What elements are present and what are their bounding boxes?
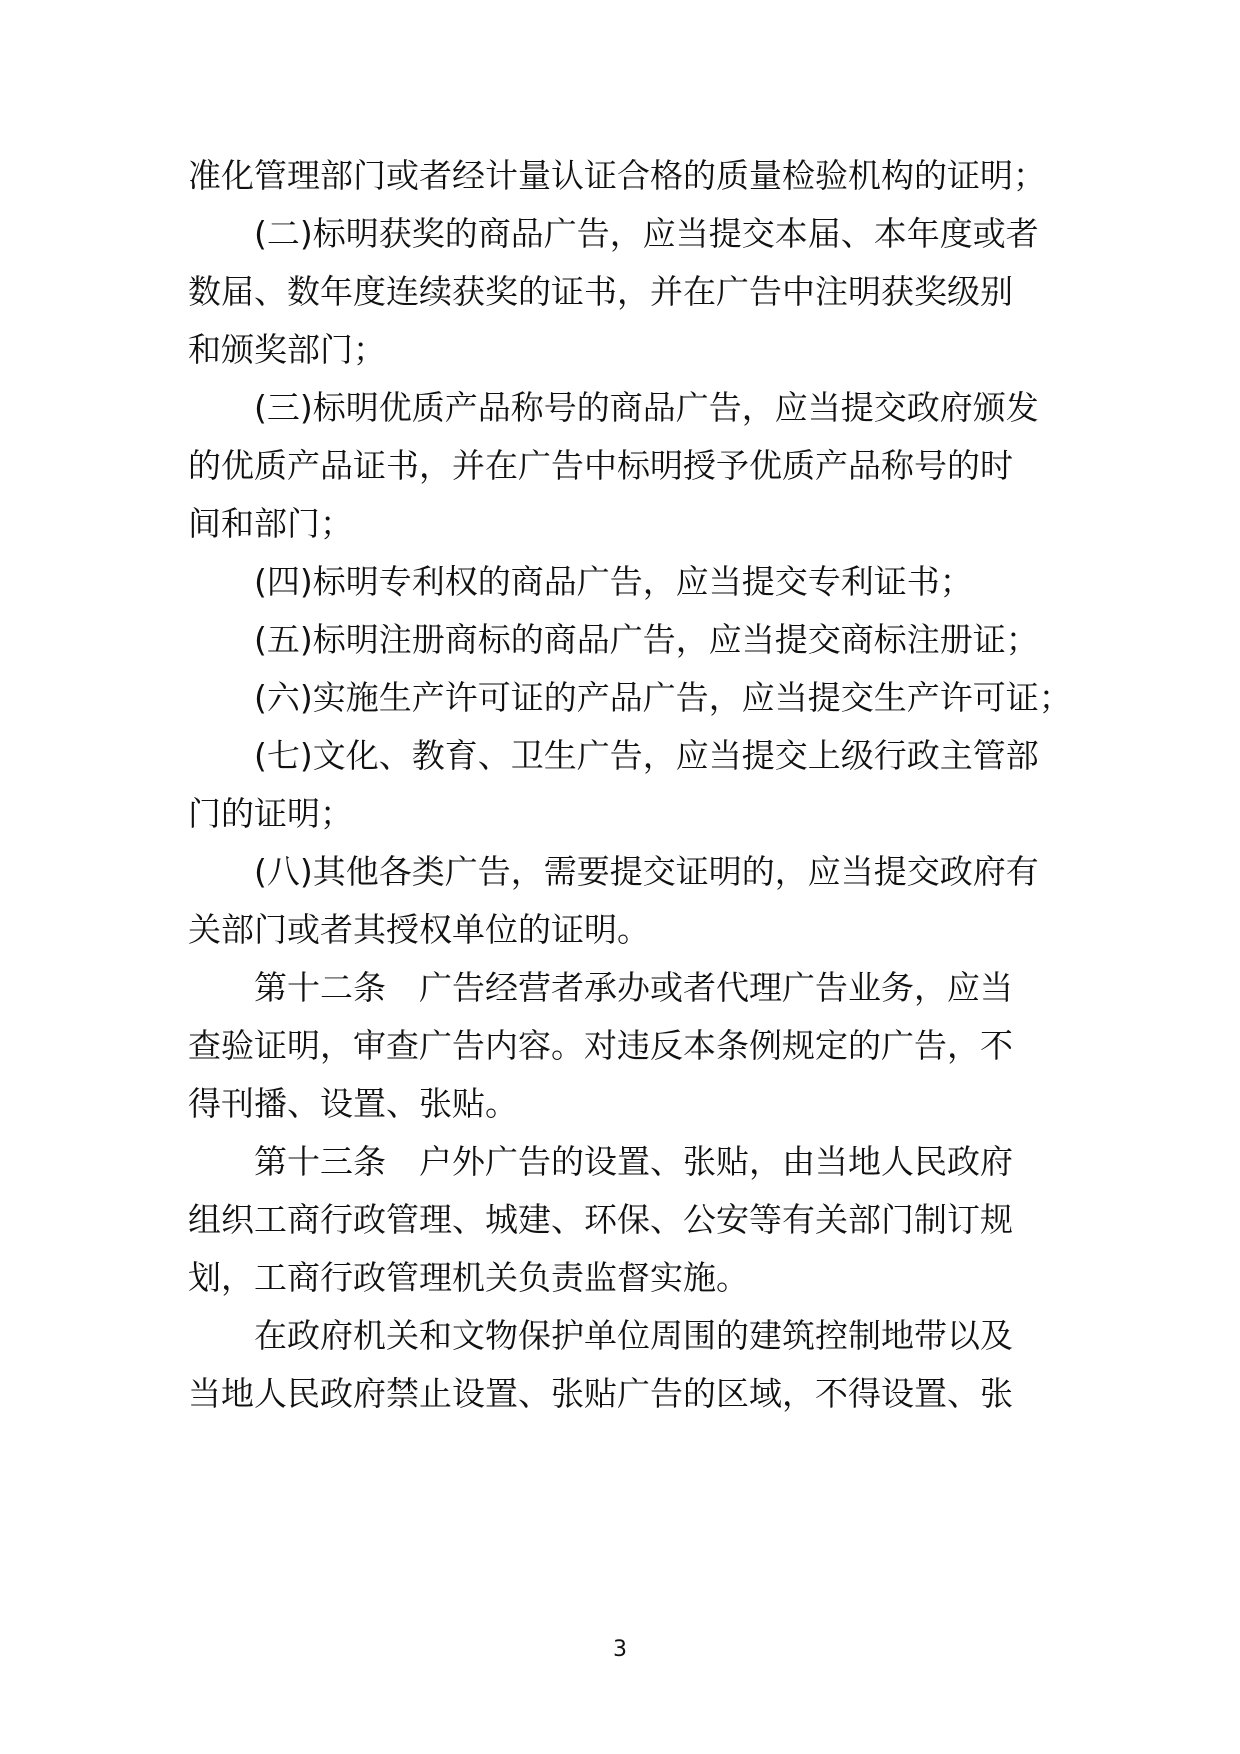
text-line: 划，工商行政管理机关负责监督实施。 bbox=[188, 1258, 749, 1297]
text-line: 查验证明，审查广告内容。对违反本条例规定的广告，不 bbox=[188, 1026, 1013, 1065]
text-line: (七)文化、教育、卫生广告，应当提交上级行政主管部 bbox=[254, 736, 1039, 775]
text-line: 第十三条 户外广告的设置、张贴，由当地人民政府 bbox=[254, 1142, 1013, 1181]
text-line: (六)实施生产许可证的产品广告，应当提交生产许可证； bbox=[254, 678, 1072, 717]
text-line: (三)标明优质产品称号的商品广告，应当提交政府颁发 bbox=[254, 388, 1039, 427]
text-line: 数届、数年度连续获奖的证书，并在广告中注明获奖级别 bbox=[188, 272, 1013, 311]
text-line: 得刊播、设置、张贴。 bbox=[188, 1084, 518, 1123]
text-line: (二)标明获奖的商品广告，应当提交本届、本年度或者 bbox=[254, 214, 1039, 253]
text-line: 第十二条 广告经营者承办或者代理广告业务，应当 bbox=[254, 968, 1013, 1007]
text-line: 组织工商行政管理、城建、环保、公安等有关部门制订规 bbox=[188, 1200, 1013, 1239]
text-line: (五)标明注册商标的商品广告，应当提交商标注册证； bbox=[254, 620, 1039, 659]
text-line: 准化管理部门或者经计量认证合格的质量检验机构的证明； bbox=[188, 156, 1046, 195]
text-line: 和颁奖部门； bbox=[188, 330, 386, 369]
text-line: 当地人民政府禁止设置、张贴广告的区域，不得设置、张 bbox=[188, 1374, 1013, 1413]
text-line: 的优质产品证书，并在广告中标明授予优质产品称号的时 bbox=[188, 446, 1013, 485]
text-line: 关部门或者其授权单位的证明。 bbox=[188, 910, 650, 949]
text-line: (八)其他各类广告，需要提交证明的，应当提交政府有 bbox=[254, 852, 1039, 891]
text-line: (四)标明专利权的商品广告，应当提交专利证书； bbox=[254, 562, 973, 601]
page-number: 3 bbox=[613, 1637, 627, 1662]
text-line: 门的证明； bbox=[188, 794, 353, 833]
text-line: 间和部门； bbox=[188, 504, 353, 543]
text-line: 在政府机关和文物保护单位周围的建筑控制地带以及 bbox=[254, 1316, 1013, 1355]
